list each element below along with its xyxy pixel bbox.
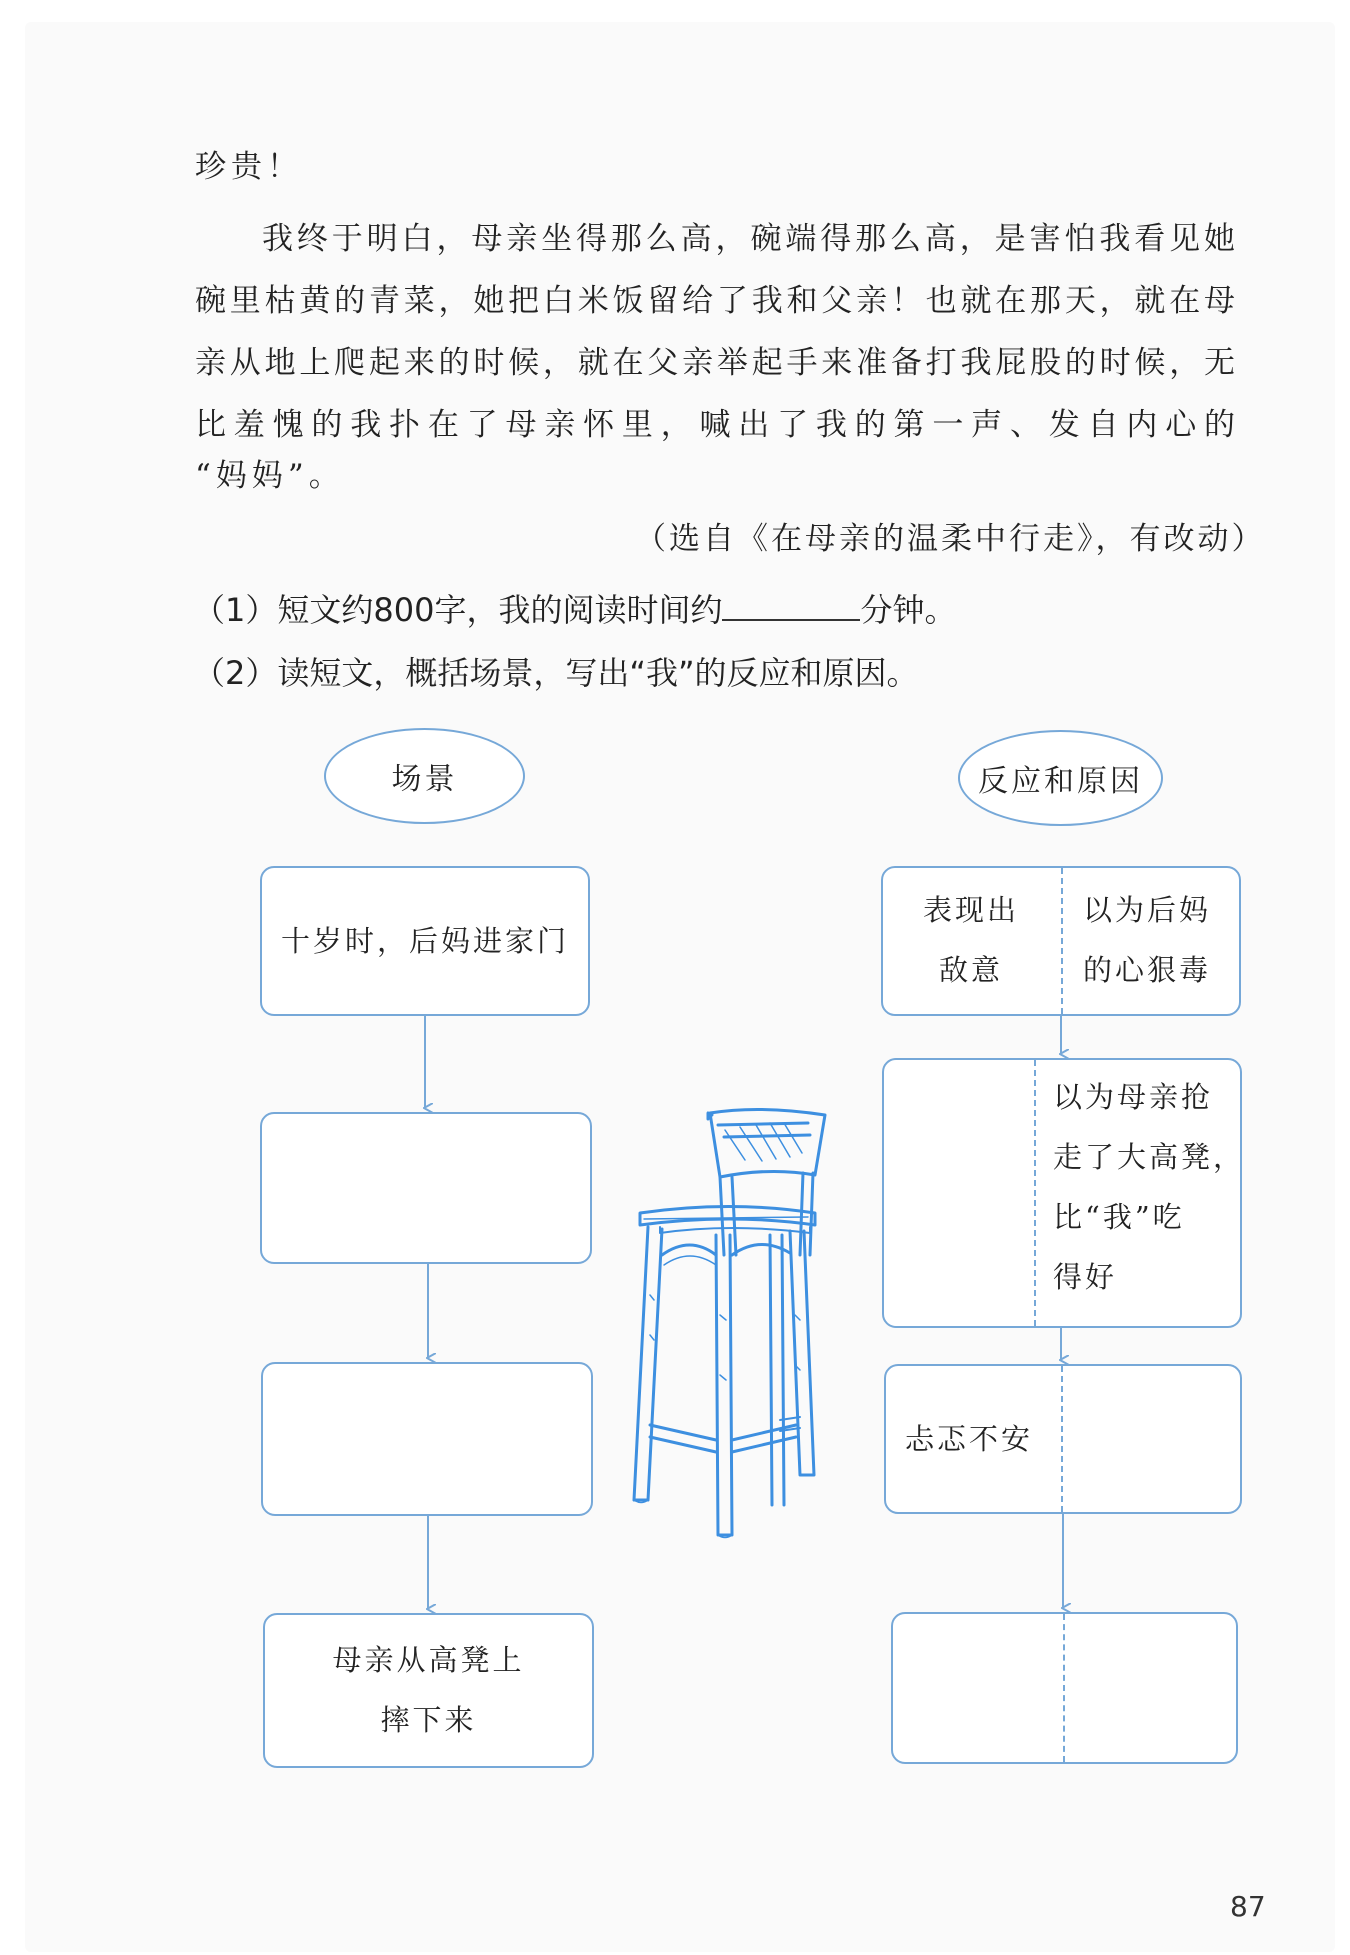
scene-4-text-line1: 母亲从高凳上 [332, 1643, 525, 1677]
question-2: （2）读短文，概括场景，写出“我”的反应和原因。 [193, 654, 919, 692]
reason-3-blank[interactable] [1064, 1368, 1239, 1510]
divider-4 [1063, 1614, 1065, 1762]
scene-box-2[interactable] [260, 1112, 592, 1264]
passage-line-4: 比羞愧的我扑在了母亲怀里，喊出了我的第一声、发自内心的 [195, 407, 1235, 443]
question-1-text: （1）短文约800字，我的阅读时间约 [193, 591, 723, 629]
passage-line-1: 我终于明白，母亲坐得那么高，碗端得那么高，是害怕我看见她 [262, 221, 1235, 257]
reaction-1-line2: 敌意 [938, 953, 1003, 987]
reason-2-line2: 走了大高凳， [1053, 1140, 1246, 1174]
passage-line-2: 碗里枯黄的青菜，她把白米饭留给了我和父亲！也就在那天，就在母 [195, 283, 1235, 319]
reason-2-line4: 得好 [1053, 1260, 1118, 1294]
passage-line-5: “妈妈”。 [195, 458, 345, 494]
reaction-1-line1: 表现出 [922, 893, 1019, 927]
passage-line-0: 珍贵！ [195, 149, 303, 185]
scene-box-3[interactable] [261, 1362, 593, 1516]
passage-line-3: 亲从地上爬起来的时候，就在父亲举起手来准备打我屁股的时候，无 [195, 345, 1235, 381]
scene-1-text: 十岁时，后妈进家门 [280, 924, 569, 958]
divider-1 [1061, 868, 1063, 1014]
divider-2 [1034, 1060, 1036, 1326]
reason-1-line2: 的心狠毒 [1083, 953, 1212, 987]
passage-source: （选自《在母亲的温柔中行走》，有改动） [635, 521, 1266, 557]
reaction-2-blank[interactable] [884, 1062, 1032, 1324]
page-number: 87 [1230, 1890, 1266, 1923]
question-1-suffix: 分钟。 [860, 591, 957, 629]
reason-1-line1: 以为后妈 [1083, 893, 1212, 927]
divider-3 [1061, 1366, 1063, 1512]
scene-4-text-line2: 摔下来 [380, 1703, 477, 1737]
bar-stool-illustration [620, 1095, 850, 1545]
reaction-3-text: 忐忑不安 [905, 1422, 1034, 1456]
scene-header: 场景 [324, 728, 525, 824]
reason-2-line1: 以为母亲抢 [1053, 1080, 1214, 1114]
reason-2-line3: 比“我”吃 [1053, 1200, 1185, 1234]
reaction-header: 反应和原因 [958, 730, 1163, 826]
